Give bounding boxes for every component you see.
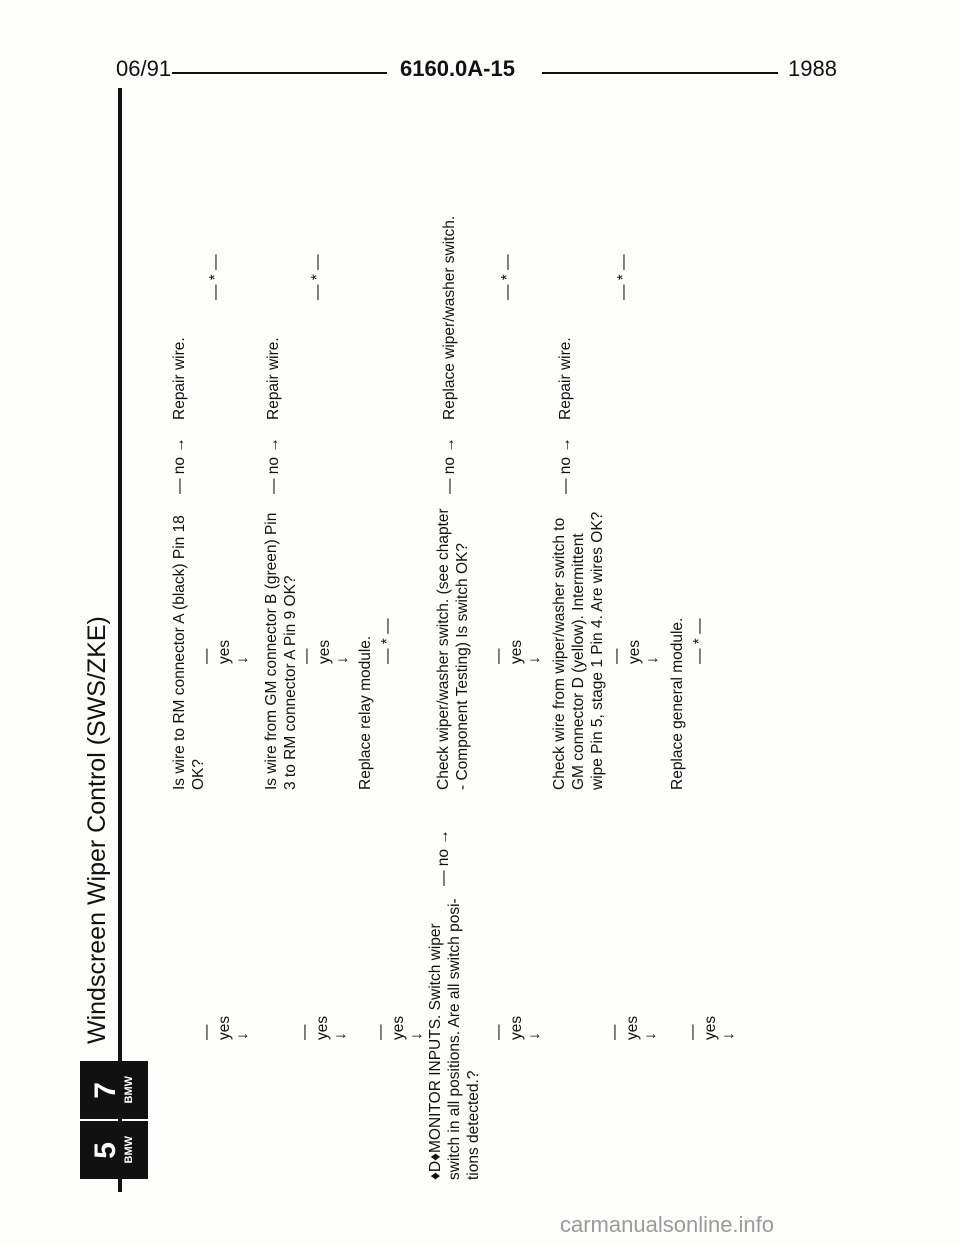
question-4: Check wire from wiper/washer switch to GM connector D (yellow). Intermittent wipe Pin 5, stage 1 Pin 4. Are wires OK? xyxy=(551,511,606,790)
q2-end-mark: — * — xyxy=(309,254,326,300)
yes-connector-4: — yes ↓ xyxy=(490,1015,543,1040)
yes-connector-5: — yes ↓ xyxy=(606,1015,659,1040)
q3-no-arrow: — no → xyxy=(441,437,458,494)
header-rule-left xyxy=(172,72,387,74)
yes-connector-1: — yes ↓ xyxy=(198,1015,251,1040)
result-replace-relay: Replace relay module. xyxy=(357,635,374,790)
header-rule-right xyxy=(542,72,778,74)
yes-connector-2: — yes ↓ xyxy=(296,1015,349,1040)
brand-top: BMW xyxy=(123,1076,135,1104)
q1-answer: Repair wire. xyxy=(171,337,188,420)
q2-answer: Repair wire. xyxy=(265,337,282,420)
relay-end-mark: — * — xyxy=(379,618,396,664)
left-vertical-rule xyxy=(118,88,122,1192)
q1-yes-connector: — yes ↓ xyxy=(198,639,251,664)
bmw-logo xyxy=(80,1060,148,1180)
q1-no-arrow: — no → xyxy=(171,437,188,494)
q4-yes-connector: — yes ↓ xyxy=(608,639,661,664)
q1-end-mark: — * — xyxy=(207,254,224,300)
yes-connector-6: — yes ↓ xyxy=(684,1015,737,1040)
main-step-no-arrow: — no → xyxy=(435,829,452,886)
page-title: Windscreen Wiper Control (SWS/ZKE) xyxy=(83,616,111,1044)
model-7: 7 xyxy=(89,1081,122,1099)
bmw-5-badge xyxy=(80,1121,148,1179)
q4-end-mark: — * — xyxy=(615,254,632,300)
general-end-mark: — * — xyxy=(691,618,708,664)
header-date: 06/91 xyxy=(116,56,172,81)
q2-no-arrow: — no → xyxy=(265,437,282,494)
q3-yes-connector: — yes ↓ xyxy=(490,639,543,664)
q4-no-arrow: — no → xyxy=(557,437,574,494)
q3-answer: Replace wiper/washer switch. xyxy=(441,215,458,420)
watermark: carmanualsonline.info xyxy=(560,1212,775,1237)
question-1: Is wire to RM connector A (black) Pin 18 OK? xyxy=(171,515,207,790)
yes-connector-3: — yes ↓ xyxy=(372,1015,425,1040)
brand-bottom: BMW xyxy=(123,1136,135,1164)
q3-end-mark: — * — xyxy=(499,254,516,300)
header-year: 1988 xyxy=(788,56,837,81)
main-step-monitor-inputs: ♦D♦MONITOR INPUTS. Switch wiper switch in all positions. Are all switch posi- tions detected.? xyxy=(427,898,482,1180)
question-2: Is wire from GM connector B (green) Pin 3 to RM connector A Pin 9 OK? xyxy=(263,512,299,790)
model-5: 5 xyxy=(89,1141,122,1159)
question-3: Check wiper/washer switch. (see chapter - Component Testing) Is switch OK? xyxy=(435,508,471,790)
bmw-7-badge xyxy=(80,1061,148,1119)
header-code: 6160.0A-15 xyxy=(400,56,515,81)
q4-answer: Repair wire. xyxy=(557,337,574,420)
q2-yes-connector: — yes ↓ xyxy=(298,639,351,664)
result-replace-general-module: Replace general module. xyxy=(669,617,686,790)
